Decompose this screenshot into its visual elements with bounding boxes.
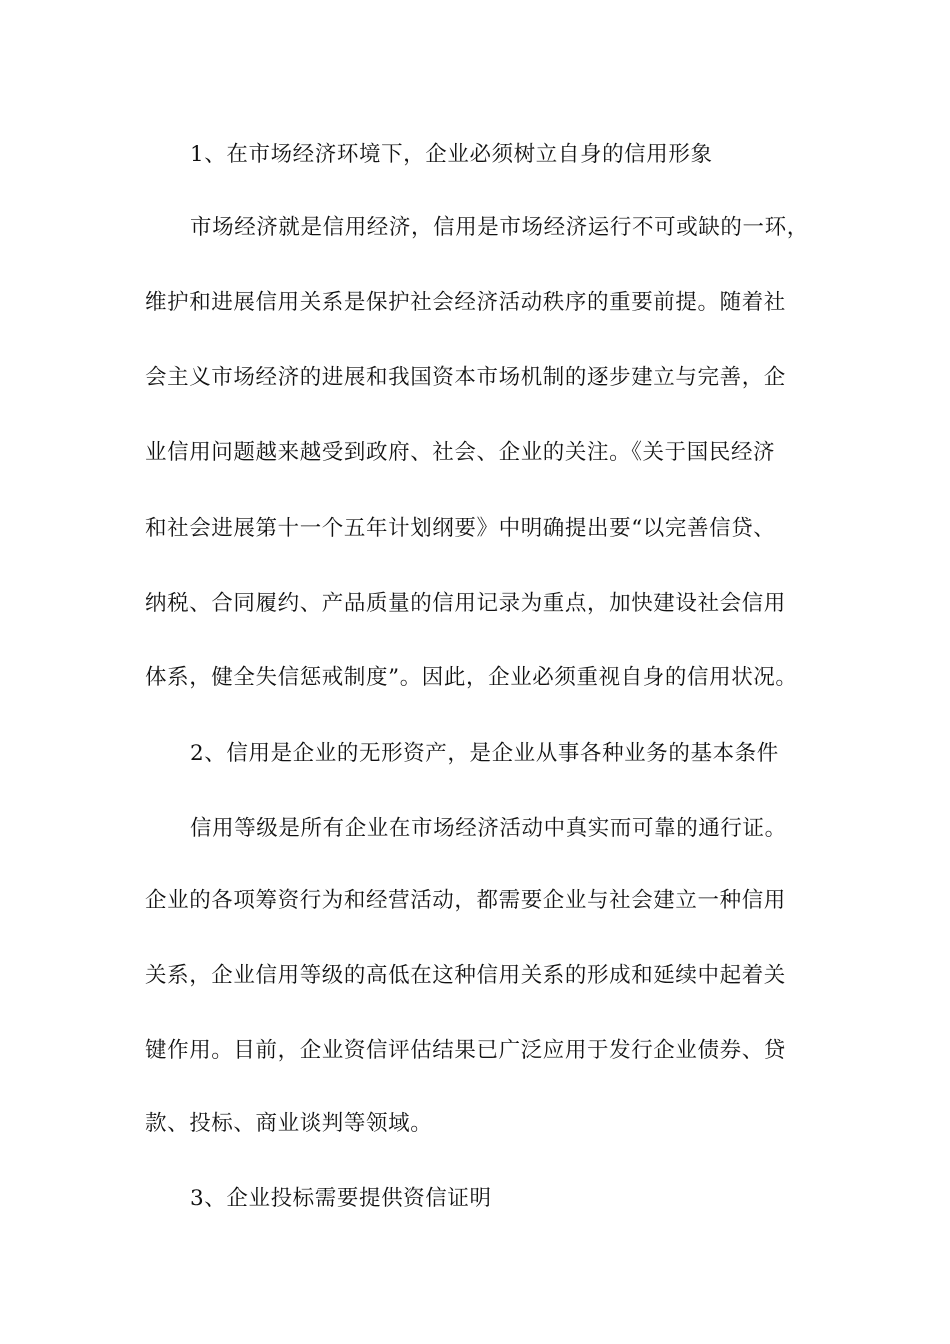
paragraph-line: 体系，健全失信惩戒制度”。因此，企业必须重视自身的信用状况。 bbox=[145, 665, 798, 690]
section-heading-1: 1、在市场经济环境下，企业必须树立自身的信用形象 bbox=[190, 142, 713, 167]
paragraph-line: 企业的各项筹资行为和经营活动，都需要企业与社会建立一种信用 bbox=[145, 888, 786, 913]
paragraph-line: 款、投标、商业谈判等领域。 bbox=[145, 1111, 433, 1136]
paragraph-line: 业信用问题越来越受到政府、社会、企业的关注。《关于国民经济 bbox=[145, 440, 776, 465]
paragraph-line: 市场经济就是信用经济，信用是市场经济运行不可或缺的一环， bbox=[190, 215, 809, 240]
paragraph-line: 信用等级是所有企业在市场经济活动中真实而可靠的通行证。 bbox=[190, 816, 787, 841]
section-heading-3: 3、企业投标需要提供资信证明 bbox=[190, 1186, 492, 1211]
paragraph-line: 和社会进展第十一个五年计划纲要》中明确提出要“以完善信贷、 bbox=[145, 516, 776, 541]
paragraph-line: 键作用。目前，企业资信评估结果已广泛应用于发行企业债券、贷 bbox=[145, 1038, 786, 1063]
paragraph-line: 纳税、合同履约、产品质量的信用记录为重点，加快建设社会信用 bbox=[145, 591, 786, 616]
paragraph-line: 关系，企业信用等级的高低在这种信用关系的形成和延续中起着关 bbox=[145, 963, 786, 988]
paragraph-line: 会主义市场经济的进展和我国资本市场机制的逐步建立与完善，企 bbox=[145, 365, 786, 390]
paragraph-line: 维护和进展信用关系是保护社会经济活动秩序的重要前提。随着社 bbox=[145, 290, 786, 315]
section-heading-2: 2、信用是企业的无形资产，是企业从事各种业务的基本条件 bbox=[190, 741, 779, 766]
